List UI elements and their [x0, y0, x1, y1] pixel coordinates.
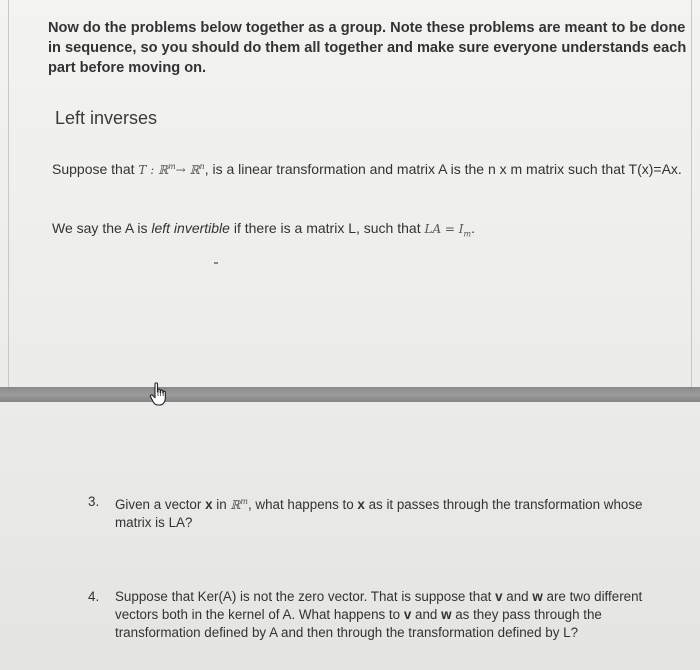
math-exp-m: m: [240, 497, 248, 506]
question-number: 4.: [88, 589, 100, 604]
intro-instructions: Now do the problems below together as a group. Note these problems are meant to be done in sequence, so you should do them all together and make sure everyone understands each part before moving on.: [48, 20, 687, 76]
transformation-formula: [138, 163, 204, 177]
math-la-eq: LA = I: [424, 222, 464, 236]
para1-text-end: , is a linear transformation and matrix A is the n x m matrix such that T(x)=Ax.: [204, 161, 682, 177]
math-arrow: →: [175, 163, 186, 177]
q3-text-start: Given a vector: [115, 497, 206, 512]
vector-x: x: [205, 497, 213, 512]
question-text: [115, 493, 655, 532]
vector-w: w: [441, 607, 452, 622]
definition-paragraph: [52, 157, 692, 180]
q4-text-start: Suppose that Ker(A) is not the zero vector. That is suppose that: [115, 589, 496, 604]
para1-text-start: Suppose that: [52, 161, 139, 177]
math-sub-m: m: [463, 229, 472, 239]
question-number: 3.: [88, 494, 100, 509]
vector-x: x: [357, 497, 365, 512]
math-R: ℝ: [230, 498, 241, 512]
section-heading: Left inverses: [55, 108, 158, 128]
question-text: [115, 588, 655, 642]
math-colon: :: [146, 163, 159, 177]
real-space-rm: [230, 498, 248, 512]
q3-text-end: as it passes through the transformation whose matrix is LA?: [115, 497, 643, 530]
math-T: T: [138, 163, 147, 177]
q4-text-middle: are two different vectors both in the kernel of A. What happens to: [115, 589, 643, 622]
left-invertible-term: left invertible: [151, 220, 230, 236]
math-real-space-codomain: ℝ: [189, 163, 200, 177]
q4-and: and: [502, 589, 533, 604]
math-exp-n: n: [199, 162, 205, 171]
q3-in: in: [212, 497, 231, 512]
math-real-space-domain: ℝ: [158, 163, 169, 177]
vector-v: v: [495, 589, 503, 604]
stray-mark: [214, 262, 218, 264]
page-divider-bar: [0, 387, 700, 402]
math-exp-m: m: [168, 162, 176, 171]
q4-and: and: [411, 607, 442, 622]
page-right-edge: [691, 0, 692, 388]
upper-page-section: [8, 0, 692, 388]
q3-text-middle: , what happens to: [247, 497, 358, 512]
page-left-edge: [8, 0, 9, 388]
para2-text-start: We say the A is: [52, 220, 152, 236]
left-invertible-definition: [52, 218, 692, 244]
para2-text-end: .: [471, 220, 476, 236]
vector-w: w: [532, 589, 543, 604]
identity-equation: [424, 222, 472, 239]
para2-text-middle: if there is a matrix L, such that: [229, 220, 425, 236]
vector-v: v: [403, 607, 412, 622]
q4-text-end: as they pass through the transformation defined by A and then through the transformation defined by L?: [115, 607, 602, 640]
hand-pointer-icon: [148, 381, 170, 407]
